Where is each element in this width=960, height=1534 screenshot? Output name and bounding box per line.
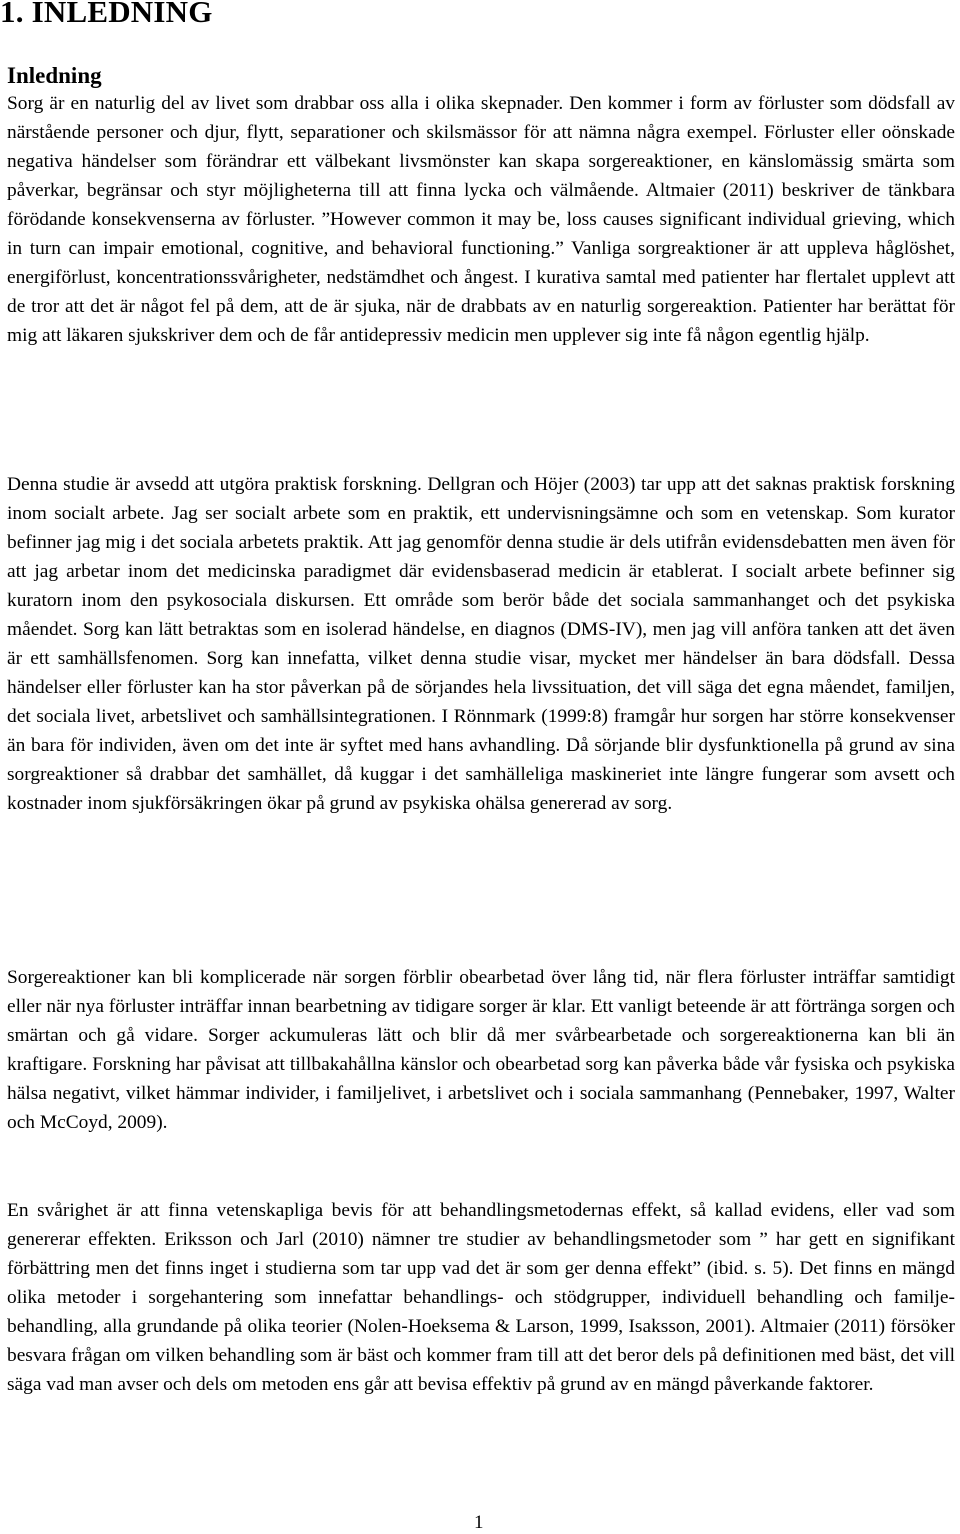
paragraph-evidence: En svårighet är att finna vetenskapliga bevis för att behandlingsmetodernas effekt, så kallad evidens, eller vad som genererar effekten. Eriksson och Jarl (2010) nämner tre studier av behandlingsmetoder som ” har gett en signifikant förbättring men det finns inget i studierna som tar upp vad det är som ger denna effekt” (ibid. s. 5). Det finns en mängd olika metoder i sorgehantering som innefattar behandlings- och stödgrupper, individuell behandling och familjebehandling, alla grundande på olika teorier (Nolen-Hoeksema & Larson, 1999, Isaksson, 2001). Altmaier (2011) försöker besvara frågan om vilken behandling som är bäst och kommer fram till att det beror dels på definitionen med bäst, det vill säga vad man avser och dels om metoden ens går att bevisa effektiv på grund av en mängd påverkande faktorer.	[7, 1200, 955, 1395]
section-heading: Inledning	[7, 63, 102, 88]
paragraph-introduction: Sorg är en naturlig del av livet som drabbar oss alla i olika skepnader. Den kommer i form av förluster som dödsfall av närstående personer och djur, flytt, separationer och skilsmässor för att nämna några exempel. Förluster eller oönskade negativa händelser som förändrar ett välbekant livsmönster kan skapa sorgereaktioner, en känslomässig smärta som påverkar, begränsar och styr möjligheterna till att finna lycka och välmående. Altmaier (2011) beskriver de tänkbara förödande konsekvenserna av förluster. ”However common it may be, loss causes significant individual grieving, which in turn can impair emotional, cognitive, and behavioral functioning.” Vanliga sorgreaktioner är att uppleva håglöshet, energiförlust, koncentrationssvårigheter, nedstämdhet och ångest. I kurativa samtal med patienter har flertalet upplevt att de tror att det är något fel på dem, att de är sjuka, när de drabbats av en naturlig sorgereaktion. Patienter har berättat för mig att läkaren sjukskriver dem och de får antidepressiv medicin men upplever sig inte få någon egentlig hjälp.	[7, 93, 955, 346]
chapter-title: 1. INLEDNING	[0, 0, 213, 29]
page-number: 1	[474, 1512, 484, 1533]
paragraph-complicated-grief: Sorgereaktioner kan bli komplicerade när sorgen förblir obearbetad över lång tid, när flera förluster inträffar samtidigt eller när nya förluster inträffar innan bearbetning av tidigare sorger är klar. Ett vanligt beteende är att förtränga sorgen och smärtan och gå vidare. Sorger ackumuleras lätt och blir då mer svårbearbetade och sorgereaktionerna kan bli än kraftigare. Forskning har påvisat att tillbakahållna känslor och obearbetad sorg kan påverka både vår fysiska och psykiska hälsa negativt, vilket hämmar individer, i familjelivet, i arbetslivet och i sociala sammanhang (Pennebaker, 1997, Walter och McCoyd, 2009).	[7, 967, 955, 1133]
paragraph-practical-research: Denna studie är avsedd att utgöra praktisk forskning. Dellgran och Höjer (2003) tar upp att det saknas praktisk forskning inom socialt arbete. Jag ser socialt arbete som en praktik, ett undervisningsämne och som en vetenskap. Som kurator befinner jag mig i det sociala arbetets praktik. Att jag genomför denna studie är dels utifrån evidensdebatten men även för att jag arbetar inom det medicinska paradigmet där evidensbaserad medicin är etablerat. I socialt arbete befinner sig kuratorn inom den psykosociala diskursen. Ett område som berör både det sociala sammanhanget och det psykiska måendet. Sorg kan lätt betraktas som en isolerad händelse, en diagnos (DMS-IV), men jag vill anföra tanken att det även är ett samhällsfenomen. Sorg kan innefatta, vilket denna studie visar, mycket mer händelser än bara dödsfall. Dessa händelser eller förluster kan ha stor påverkan på de sörjandes hela livssituation, det vill säga det egna måendet, familjen, det sociala livet, arbetslivet och samhällsintegrationen. I Rönnmark (1999:8) framgår hur sorgen har större konsekvenser än bara för individen, även om det inte är syftet med hans avhandling. Då sörjande blir dysfunktionella på grund av sina sorgreaktioner så drabbar det samhället, då kuggar i det samhälleliga maskineriet inte längre fungerar som avsett och kostnader inom sjukförsäkringen ökar på grund av psykiska ohälsa genererad av sorg.	[7, 474, 955, 814]
